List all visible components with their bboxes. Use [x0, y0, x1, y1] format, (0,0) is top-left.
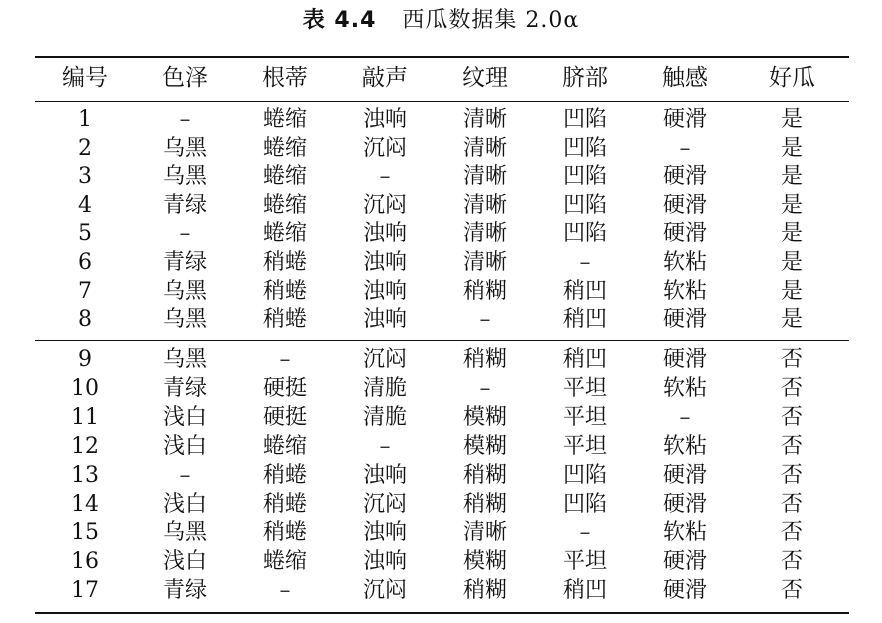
- top-rule: [35, 56, 849, 58]
- cell-color: –: [179, 221, 191, 247]
- table-row: [35, 404, 849, 433]
- cell-navel: 稍凹: [562, 578, 607, 604]
- cell-sound: 沉闷: [362, 578, 407, 604]
- cell-color: –: [179, 462, 191, 488]
- cell-color: 乌黑: [162, 307, 207, 333]
- cell-color: 浅白: [162, 433, 207, 459]
- cell-id: 12: [71, 433, 99, 459]
- table-caption: [0, 6, 882, 36]
- cell-root: –: [279, 347, 291, 372]
- cell-navel: 凹陷: [562, 135, 607, 161]
- cell-id: 15: [71, 520, 99, 546]
- cell-color: 乌黑: [162, 164, 207, 190]
- cell-navel: 平坦: [562, 404, 607, 430]
- cell-sound: 浊响: [362, 462, 407, 488]
- column-header-color: 色泽: [162, 65, 208, 91]
- group-separator-rule: [35, 340, 849, 341]
- cell-id: 14: [71, 491, 99, 517]
- column-header-root: 根蒂: [262, 65, 308, 91]
- cell-id: 9: [78, 347, 92, 372]
- table-row: [35, 278, 849, 307]
- cell-texture: 清晰: [462, 164, 507, 190]
- cell-navel: 平坦: [562, 433, 607, 459]
- cell-touch: 硬滑: [662, 462, 707, 488]
- cell-texture: 清晰: [462, 192, 507, 218]
- cell-id: 3: [78, 164, 92, 190]
- column-header-touch: 触感: [662, 65, 708, 91]
- table-row: [35, 163, 849, 192]
- cell-id: 8: [78, 307, 92, 333]
- cell-color: 乌黑: [162, 278, 207, 304]
- cell-sound: 沉闷: [362, 491, 407, 517]
- cell-sound: 浊响: [362, 249, 407, 275]
- cell-root: 蜷缩: [262, 135, 307, 161]
- cell-good: 是: [780, 164, 803, 190]
- cell-texture: –: [479, 307, 491, 333]
- cell-sound: 浊响: [362, 221, 407, 247]
- cell-touch: 硬滑: [662, 164, 707, 190]
- cell-sound: –: [379, 164, 391, 190]
- cell-color: 乌黑: [162, 520, 207, 546]
- cell-touch: 硬滑: [662, 578, 707, 604]
- cell-touch: 硬滑: [662, 307, 707, 333]
- cell-good: 否: [780, 462, 803, 488]
- cell-navel: 凹陷: [562, 491, 607, 517]
- table-row: [35, 346, 849, 375]
- cell-sound: 浊响: [362, 107, 407, 132]
- table-row: [35, 220, 849, 249]
- table-row: [35, 249, 849, 278]
- cell-texture: 稍糊: [462, 578, 507, 604]
- table-row: [35, 491, 849, 520]
- cell-sound: 浊响: [362, 520, 407, 546]
- cell-good: 否: [780, 520, 803, 546]
- table-body-negative: [35, 346, 849, 606]
- cell-good: 否: [780, 375, 803, 401]
- cell-root: 蜷缩: [262, 433, 307, 459]
- cell-root: 稍蜷: [262, 278, 307, 304]
- cell-id: 11: [71, 404, 99, 430]
- cell-navel: –: [579, 520, 591, 546]
- cell-id: 5: [78, 221, 92, 247]
- table-row: [35, 433, 849, 462]
- table-row: [35, 519, 849, 548]
- cell-touch: 软粘: [662, 433, 707, 459]
- cell-touch: 软粘: [662, 375, 707, 401]
- cell-good: 否: [780, 433, 803, 459]
- cell-navel: –: [579, 249, 591, 275]
- header-rule: [35, 101, 849, 102]
- cell-texture: 模糊: [462, 404, 507, 430]
- cell-touch: 硬滑: [662, 491, 707, 517]
- cell-touch: 硬滑: [662, 192, 707, 218]
- cell-root: 蜷缩: [262, 549, 307, 575]
- cell-navel: 稍凹: [562, 278, 607, 304]
- cell-texture: 清晰: [462, 107, 507, 132]
- cell-root: 蜷缩: [262, 164, 307, 190]
- cell-sound: 沉闷: [362, 192, 407, 218]
- cell-sound: 浊响: [362, 307, 407, 333]
- cell-navel: 凹陷: [562, 221, 607, 247]
- column-header-good: 好瓜: [769, 65, 815, 91]
- cell-id: 4: [78, 192, 92, 218]
- cell-root: 蜷缩: [262, 221, 307, 247]
- cell-texture: 清晰: [462, 520, 507, 546]
- table-row: [35, 192, 849, 221]
- cell-touch: 硬滑: [662, 347, 707, 372]
- cell-color: 青绿: [162, 375, 207, 401]
- cell-sound: 清脆: [362, 404, 407, 430]
- cell-color: 浅白: [162, 491, 207, 517]
- cell-id: 6: [78, 249, 92, 275]
- cell-good: 否: [780, 491, 803, 517]
- table-header: [35, 62, 849, 94]
- cell-good: 是: [780, 192, 803, 218]
- cell-texture: 清晰: [462, 221, 507, 247]
- cell-sound: 清脆: [362, 375, 407, 401]
- cell-texture: 稍糊: [462, 491, 507, 517]
- table-row: [35, 577, 849, 606]
- cell-root: 稍蜷: [262, 520, 307, 546]
- cell-id: 10: [71, 375, 99, 401]
- column-header-texture: 纹理: [462, 65, 508, 91]
- table-row: [35, 106, 849, 135]
- cell-id: 2: [78, 135, 92, 161]
- column-header-id: 编号: [62, 65, 108, 91]
- cell-good: 是: [780, 135, 803, 161]
- cell-texture: 稍糊: [462, 278, 507, 304]
- cell-navel: 稍凹: [562, 347, 607, 372]
- cell-id: 17: [71, 578, 99, 604]
- cell-good: 否: [780, 549, 803, 575]
- cell-color: 浅白: [162, 404, 207, 430]
- cell-touch: 硬滑: [662, 221, 707, 247]
- cell-sound: 浊响: [362, 278, 407, 304]
- cell-sound: 浊响: [362, 549, 407, 575]
- cell-touch: –: [679, 135, 691, 161]
- cell-id: 13: [71, 462, 99, 488]
- cell-touch: –: [679, 404, 691, 430]
- cell-sound: 沉闷: [362, 347, 407, 372]
- table-row: [35, 306, 849, 335]
- table-caption-label: 表 4.4: [302, 8, 377, 33]
- table-row: [35, 135, 849, 164]
- table-row: [35, 375, 849, 404]
- cell-navel: 凹陷: [562, 462, 607, 488]
- cell-good: 是: [780, 278, 803, 304]
- cell-good: 否: [780, 404, 803, 430]
- table-caption-title: 西瓜数据集 2.0α: [402, 8, 580, 33]
- cell-root: 稍蜷: [262, 462, 307, 488]
- cell-sound: 沉闷: [362, 135, 407, 161]
- cell-color: 青绿: [162, 578, 207, 604]
- cell-good: 否: [780, 578, 803, 604]
- cell-touch: 硬滑: [662, 549, 707, 575]
- table-row: [35, 548, 849, 577]
- cell-texture: 模糊: [462, 433, 507, 459]
- cell-touch: 软粘: [662, 278, 707, 304]
- cell-navel: 凹陷: [562, 164, 607, 190]
- cell-good: 是: [780, 249, 803, 275]
- cell-root: 稍蜷: [262, 491, 307, 517]
- cell-good: 否: [780, 347, 803, 372]
- cell-good: 是: [780, 307, 803, 333]
- cell-texture: 稍糊: [462, 347, 507, 372]
- cell-touch: 软粘: [662, 520, 707, 546]
- cell-sound: –: [379, 433, 391, 459]
- cell-texture: 模糊: [462, 549, 507, 575]
- cell-root: 稍蜷: [262, 307, 307, 333]
- cell-color: –: [179, 107, 191, 132]
- cell-navel: 凹陷: [562, 107, 607, 132]
- cell-good: 是: [780, 107, 803, 132]
- cell-color: 青绿: [162, 192, 207, 218]
- cell-root: –: [279, 578, 291, 604]
- cell-root: 蜷缩: [262, 192, 307, 218]
- cell-color: 乌黑: [162, 347, 207, 372]
- table-body-positive: [35, 106, 849, 335]
- cell-id: 7: [78, 278, 92, 304]
- cell-texture: 稍糊: [462, 462, 507, 488]
- cell-good: 是: [780, 221, 803, 247]
- cell-texture: 清晰: [462, 249, 507, 275]
- bottom-rule: [35, 612, 849, 614]
- table-row: [35, 462, 849, 491]
- cell-navel: 平坦: [562, 549, 607, 575]
- cell-navel: 稍凹: [562, 307, 607, 333]
- column-header-sound: 敲声: [362, 65, 408, 91]
- cell-id: 1: [78, 107, 92, 132]
- cell-color: 青绿: [162, 249, 207, 275]
- cell-id: 16: [71, 549, 99, 575]
- cell-root: 稍蜷: [262, 249, 307, 275]
- cell-texture: 清晰: [462, 135, 507, 161]
- cell-root: 硬挺: [262, 375, 307, 401]
- column-header-navel: 脐部: [562, 65, 608, 91]
- cell-root: 蜷缩: [262, 107, 307, 132]
- cell-root: 硬挺: [262, 404, 307, 430]
- cell-color: 浅白: [162, 549, 207, 575]
- cell-navel: 凹陷: [562, 192, 607, 218]
- cell-touch: 软粘: [662, 249, 707, 275]
- cell-color: 乌黑: [162, 135, 207, 161]
- cell-texture: –: [479, 375, 491, 401]
- header-row: [35, 62, 849, 94]
- cell-navel: 平坦: [562, 375, 607, 401]
- cell-touch: 硬滑: [662, 107, 707, 132]
